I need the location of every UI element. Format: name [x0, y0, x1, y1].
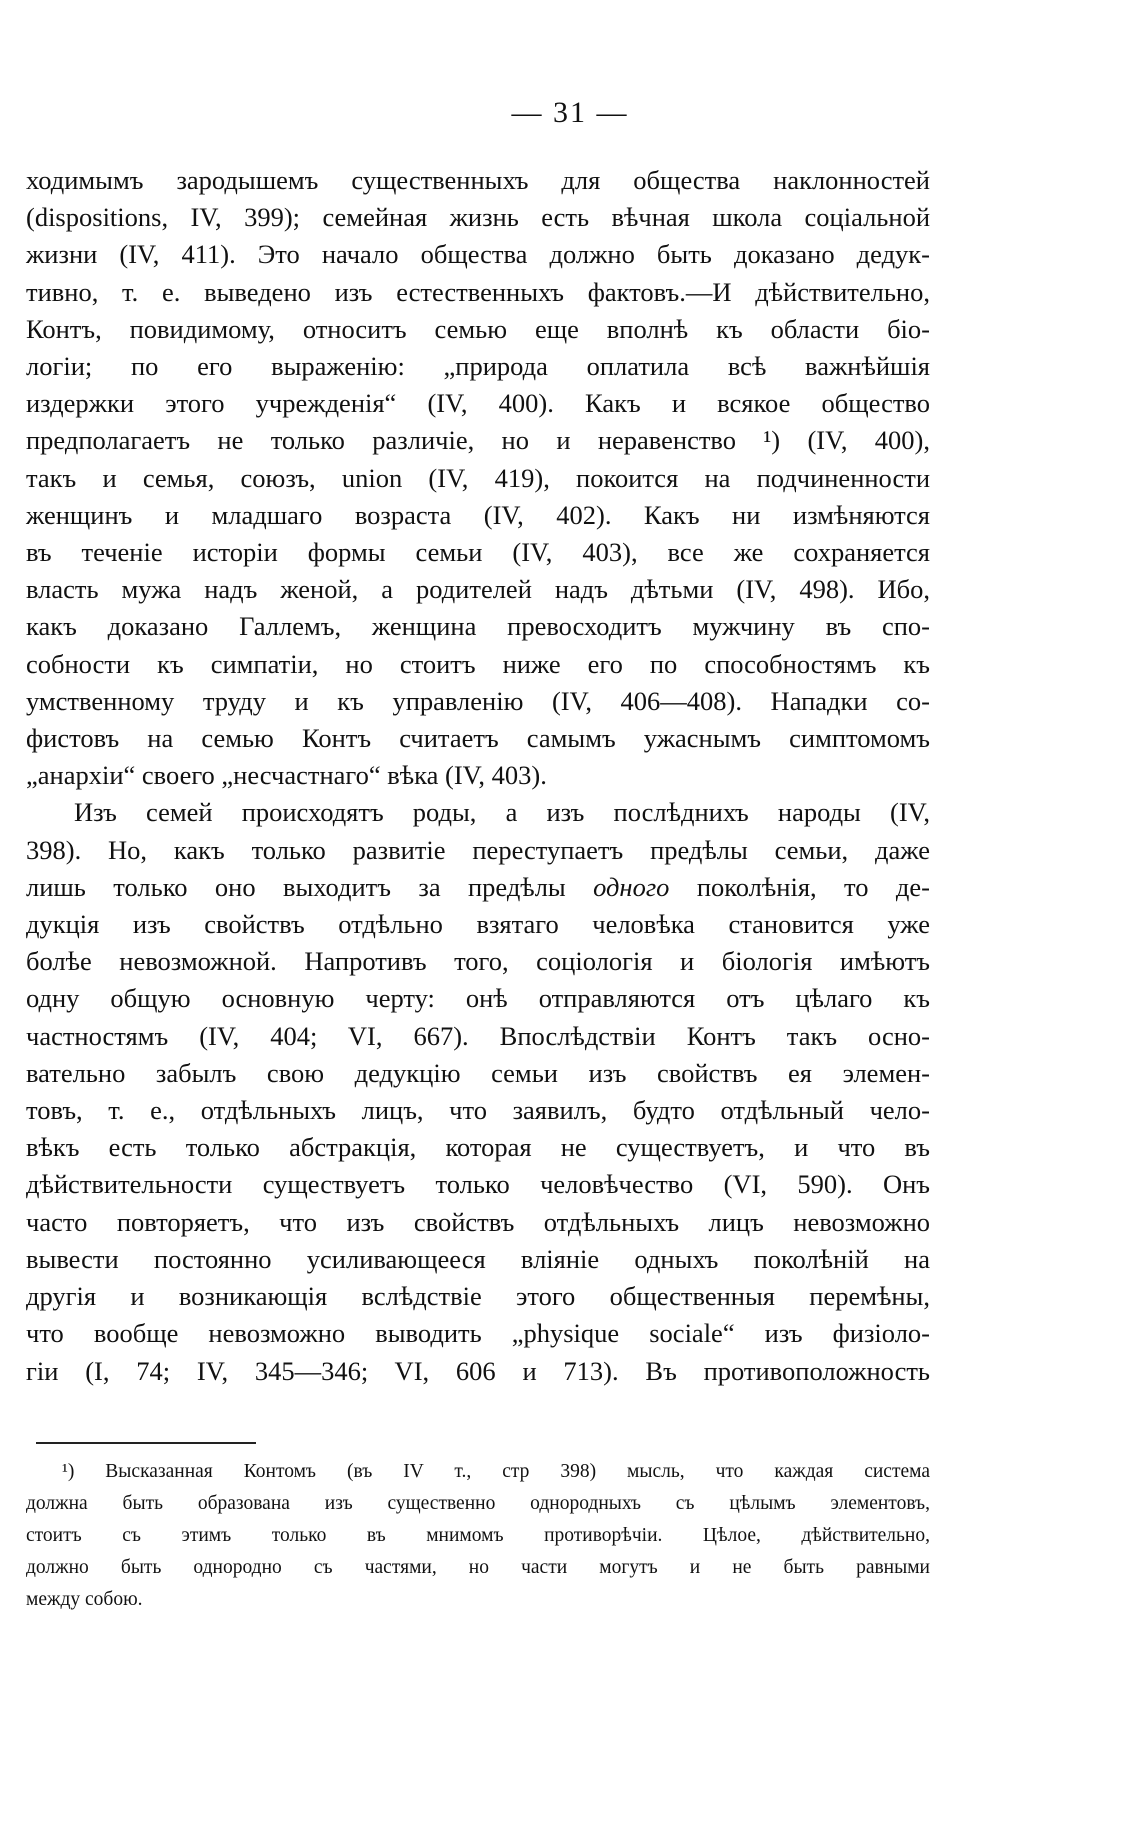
text-line: вѣкъ есть только абстракція, которая не существуетъ, и что въ [26, 1132, 930, 1163]
text-line: Контъ, повидимому, относитъ семью еще вполнѣ къ области біо- [26, 313, 930, 344]
paragraph-2 [26, 794, 930, 1389]
text-line: дукція изъ свойствъ отдѣльно взятаго человѣка становится уже [26, 909, 930, 940]
footnote-line: должно быть однородно съ частями, но части могутъ и не быть равными [26, 1557, 930, 1578]
page-number: — 31 — [511, 96, 629, 129]
text-line-with-italic [26, 869, 930, 906]
text-line: „анархіи“ своего „несчастнаго“ вѣка (IV, 403). [26, 760, 547, 791]
text-line: жизни (IV, 411). Это начало общества должно быть доказано дедук- [26, 239, 930, 270]
text-line: въ теченіе исторіи формы семьи (IV, 403), все же сохраняется [26, 537, 930, 568]
italic-word: одного [593, 871, 670, 902]
text-segment: поколѣнія, то де- [669, 871, 930, 902]
text-line: собности къ симпатіи, но стоитъ ниже его по способностямъ къ [26, 648, 930, 679]
text-line: женщинъ и младшаго возраста (IV, 402). Какъ ни измѣняются [26, 499, 930, 530]
text-line: ходимымъ зародышемъ существенныхъ для общества наклонностей [26, 165, 930, 195]
text-line: другія и возникающія вслѣдствіе этого общественныя перемѣны, [26, 1281, 930, 1312]
footnote [26, 1456, 930, 1616]
text-line: вательно забылъ свою дедукцію семьи изъ свойствъ ея элемен- [26, 1057, 930, 1088]
text-line: вывести постоянно усиливающееся вліяніе одныхъ поколѣній на [26, 1243, 930, 1274]
footnote-line: должна быть образована изъ существенно однородныхъ съ цѣлымъ элементовъ, [26, 1493, 930, 1514]
main-text [26, 162, 930, 1390]
text-line: предполагаетъ не только различіе, но и неравенство ¹) (IV, 400), [26, 425, 930, 456]
text-line: гіи (I, 74; IV, 345—346; VI, 606 и 713). Въ противоположность [26, 1355, 930, 1386]
text-line: умственному труду и къ управленію (IV, 406—408). Нападки со- [26, 685, 930, 716]
text-line: частностямъ (IV, 404; VI, 667). Впослѣдствіи Контъ такъ осно- [26, 1020, 930, 1051]
text-line: какъ доказано Галлемъ, женщина превосходитъ мужчину въ спо- [26, 611, 930, 642]
text-line: фистовъ на семью Контъ считаетъ самымъ ужаснымъ симптомомъ [26, 723, 930, 754]
text-line: такъ и семья, союзъ, union (IV, 419), покоится на подчиненности [26, 462, 930, 493]
text-line: часто повторяетъ, что изъ свойствъ отдѣльныхъ лицъ невозможно [26, 1206, 930, 1237]
footnote-divider [36, 1442, 256, 1444]
footnote-line: между собою. [26, 1589, 143, 1610]
text-line: логіи; по его выраженію: „природа оплатила всѣ важнѣйшія [26, 351, 930, 382]
text-line: тивно, т. е. выведено изъ естественныхъ фактовъ.—И дѣйствительно, [26, 276, 930, 307]
text-line: что вообще невозможно выводить „physique sociale“ изъ физіоло- [26, 1318, 930, 1349]
text-line: болѣе невозможной. Напротивъ того, соціологія и біологія имѣютъ [26, 946, 930, 977]
paragraph-1 [26, 162, 930, 794]
text-line: издержки этого учрежденія“ (IV, 400). Какъ и всякое общество [26, 388, 930, 419]
text-line: 398). Но, какъ только развитіе переступаетъ предѣлы семьи, даже [26, 834, 930, 865]
text-line: дѣйствительности существуетъ только человѣчество (VI, 590). Онъ [26, 1169, 930, 1200]
text-line: товъ, т. е., отдѣльныхъ лицъ, что заявилъ, будто отдѣльный чело- [26, 1095, 930, 1126]
footnote-line: ¹) Высказанная Контомъ (въ IV т., стр 398) мысль, что каждая система [62, 1461, 930, 1482]
footnote-line: стоитъ съ этимъ только въ мнимомъ противорѣчіи. Цѣлое, дѣйствительно, [26, 1525, 930, 1546]
text-segment: лишь только оно выходитъ за предѣлы [26, 871, 594, 902]
text-line: (dispositions, IV, 399); семейная жизнь есть вѣчная школа соціальной [26, 202, 930, 233]
text-line: Изъ семей происходятъ роды, а изъ послѣднихъ народы (IV, [74, 797, 930, 828]
text-line: власть мужа надъ женой, а родителей надъ дѣтьми (IV, 498). Ибо, [26, 574, 930, 605]
text-line: одну общую основную черту: онѣ отправляются отъ цѣлаго къ [26, 983, 930, 1014]
